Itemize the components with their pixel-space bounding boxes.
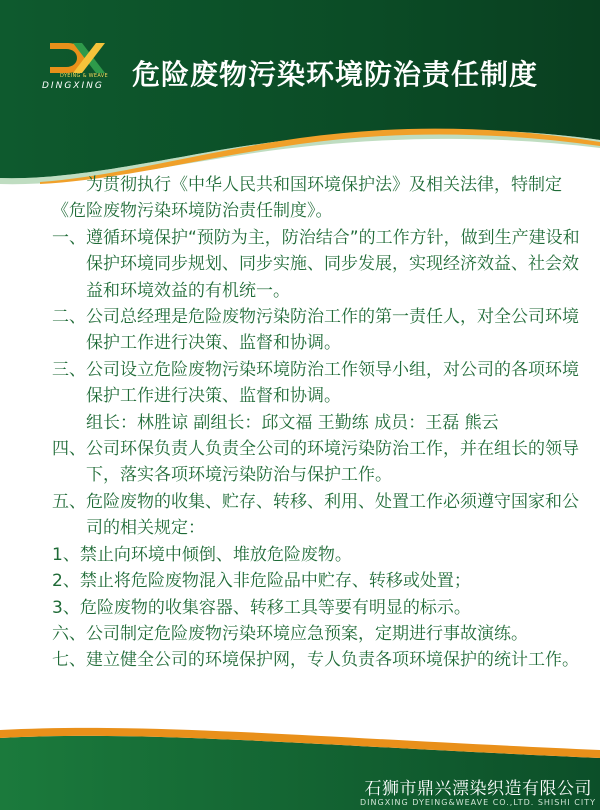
company-name-en: DINGXING DYEING&WEAVE CO.,LTD. SHISHI CITY [359,798,596,807]
company-name: 石狮市鼎兴漂染织造有限公司 [364,779,592,799]
regulation-text [52,172,582,674]
clause-1: 一、遵循环境保护“预防为主，防治结合”的工作方针，做到生产建设和保护环境同步规划、同步实施、同步发展，实现经济效益、社会效益和环境效益的有机统一。 [52,227,580,301]
intro-paragraph: 为贯彻执行《中华人民共和国环境保护法》及相关法律，特制定《危险废物污染环境防治责任制度》。 [52,175,562,222]
clause-7: 七、建立健全公司的环境保护网，专人负责各项环境保护的统计工作。 [52,650,579,671]
page-title: 危险废物污染环境防治责任制度 [132,58,539,91]
clause-6: 六、公司制定危险废物污染环境应急预案，定期进行事故演练。 [52,623,528,644]
clause-5: 五、危险废物的收集、贮存、转移、利用、处置工作必须遵守国家和公司的相关规定： [52,491,579,539]
sub-item-2: 2、禁止将危险废物混入非危险品中贮存、转移或处置； [52,571,471,592]
clause-4: 四、公司环保负责人负责全公司的环境污染防治工作，并在组长的领导下，落实各项环境污染防治与保护工作。 [52,439,579,486]
clause-2: 二、公司总经理是危险废物污染防治工作的第一责任人，对全公司环境保护工作进行决策、监督和协调。 [52,307,579,354]
sub-item-3: 3、危险废物的收集容器、转移工具等要有明显的标示。 [52,597,471,618]
sub-item-1: 1、禁止向环境中倾倒、堆放危险废物。 [52,544,352,565]
clause-3: 三、公司设立危险废物污染环境防治工作领导小组，对公司的各项环境保护工作进行决策、监督和协调。 [52,359,579,407]
dx-logo-icon [48,40,108,76]
logo-tagline: DYEING & WEAVE [60,73,108,79]
company-logo [42,40,127,95]
logo-brand-name: DINGXING [42,81,104,91]
team-members: 组长：林胜谅 副组长：邱文福 王勤练 成员：王磊 熊云 [86,412,499,433]
